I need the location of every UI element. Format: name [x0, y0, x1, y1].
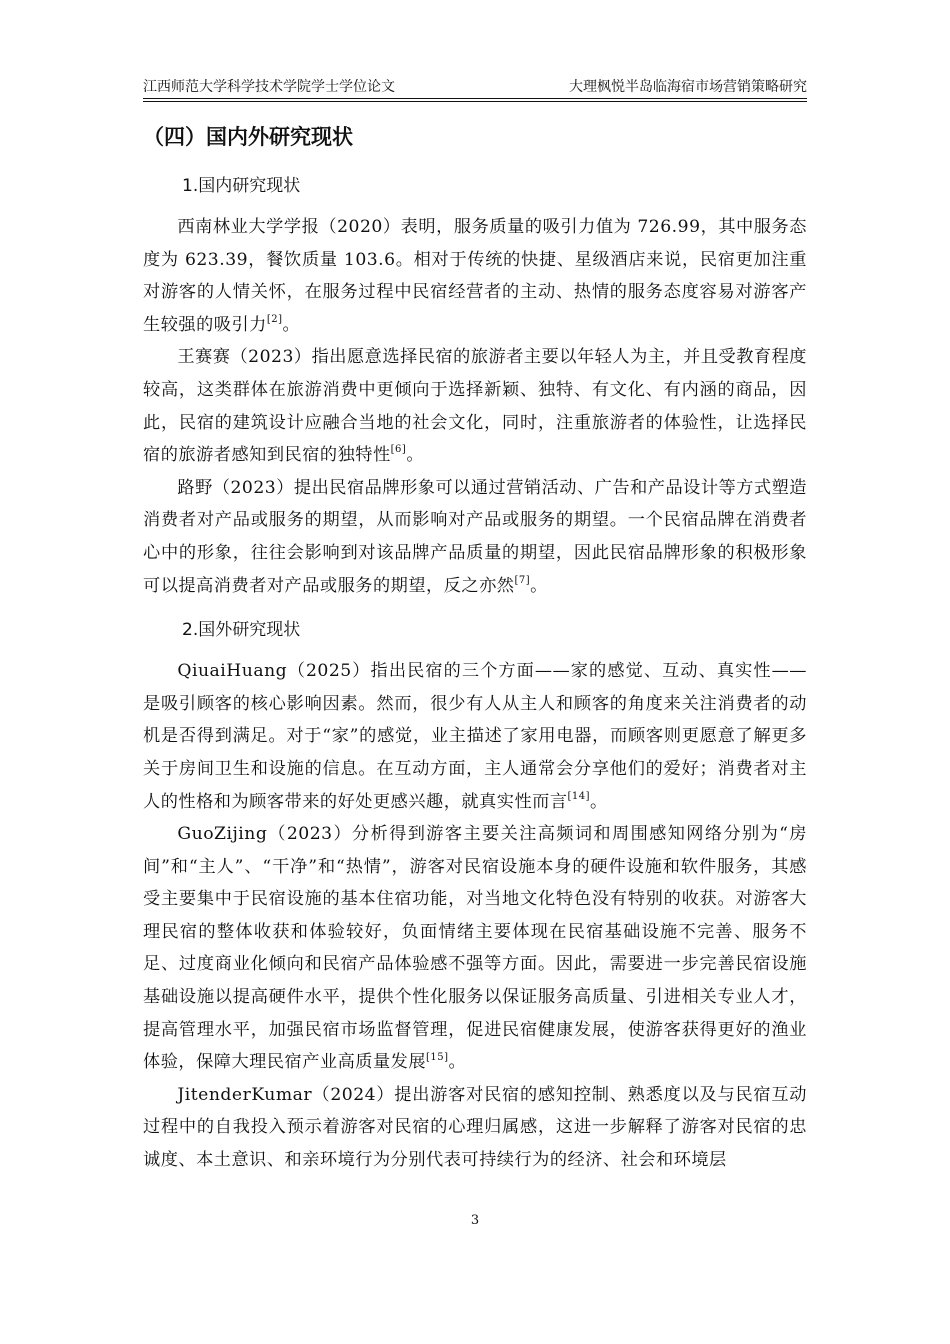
page-header — [143, 78, 807, 100]
paragraph: QiuaiHuang（2025）指出民宿的三个方面——家的感觉、互动、真实性——是吸引顾客的核心影响因素。然而，很少有人从主人和顾客的角度来关注消费者的动机是否得到满足。对于“家”的感觉，业主描述了家用电器，而顾客则更愿意了解更多关于房间卫生和设施的信息。在互动方面，主人通常会分享他们的爱好；消费者对主人的性格和为顾客带来的好处更感兴趣，就真实性而言[14]。 — [143, 661, 807, 812]
paragraph: 路野（2023）提出民宿品牌形象可以通过营销活动、广告和产品设计等方式塑造消费者对产品或服务的期望，从而影响对产品或服务的期望。一个民宿品牌在消费者心中的形象，往往会影响到对该品牌产品质量的期望，因此民宿品牌形象的积极形象可以提高消费者对产品或服务的期望，反之亦然[7]。 — [143, 477, 807, 596]
citation: [2] — [266, 314, 283, 326]
citation: [14] — [567, 790, 591, 802]
header-thesis-title: 江西师范大学科学技术学院学士学位论文 — [143, 79, 395, 95]
page-number: 3 — [470, 1213, 480, 1228]
citation: [15] — [426, 1051, 449, 1063]
citation: [6] — [390, 444, 407, 456]
foreign-heading: 2.国外研究现状 — [182, 620, 301, 641]
paragraph: 王赛赛（2023）指出愿意选择民宿的旅游者主要以年轻人为主，并且受教育程度较高，这类群体在旅游消费中更倾向于选择新颖、独特、有文化、有内涵的商品，因此，民宿的建筑设计应融合当地的社会文化，同时，注重旅游者的体验性，让选择民宿的旅游者感知到民宿的独特性[6]。 — [143, 347, 807, 466]
section-title: （四）国内外研究现状 — [143, 125, 353, 149]
paragraph: GuoZijing（2023）分析得到游客主要关注高频词和周围感知网络分别为“房间”和“主人”、“干净”和“热情”，游客对民宿设施本身的硬件设施和软件服务，其感受主要集中于民宿设施的基本住宿功能，对当地文化特色没有特别的收获。对游客大理民宿的整体收获和体验较好，负面情绪主要体现在民宿基础设施不完善、服务不足、过度商业化倾向和民宿产品体验感不强等方面。因此，需要进一步完善民宿设施基础设施以提高硬件水平，提供个性化服务以保证服务高质量、引进相关专业人才，提高管理水平，加强民宿市场监督管理，促进民宿健康发展，使游客获得更好的渔业体验，保障大理民宿产业高质量发展[15]。 — [143, 824, 807, 1073]
header-rule — [143, 98, 807, 99]
paragraph: JitenderKumar（2024）提出游客对民宿的感知控制、熟悉度以及与民宿互动过程中的自我投入预示着游客对民宿的心理归属感，这进一步解释了游客对民宿的忠诚度、本土意识、和亲环境行为分别代表可持续行为的经济、社会和环境层 — [143, 1084, 807, 1171]
header-rule-thin — [143, 101, 807, 102]
header-paper-title: 大理枫悦半岛临海宿市场营销策略研究 — [569, 79, 807, 95]
paragraph: 西南林业大学学报（2020）表明，服务质量的吸引力值为 726.99，其中服务态度为 623.39，餐饮质量 103.6。相对于传统的快捷、星级酒店来说，民宿更加注重对游客的人情关怀，在服务过程中民宿经营者的主动、热情的服务态度容易对游客产生较强的吸引力[2]。 — [143, 217, 807, 335]
citation: [7] — [514, 574, 531, 586]
domestic-heading: 1.国内研究现状 — [182, 176, 301, 196]
page-body — [143, 122, 807, 1177]
